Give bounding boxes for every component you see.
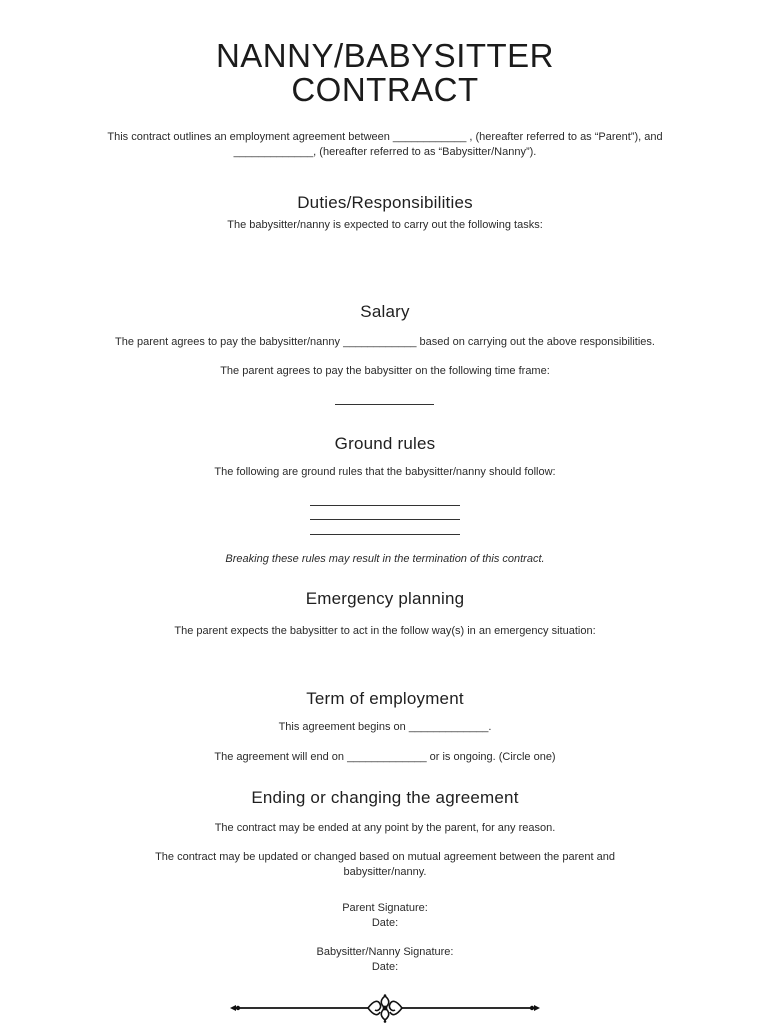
sitter-date-label: Date: xyxy=(371,961,399,973)
ending-text2-line1: The contract may be updated or changed based on mutual agreement between the parent and xyxy=(155,851,615,863)
intro-line2: _____________, (hereafter referred to as “Babysitter/Nanny”). xyxy=(233,146,537,158)
ending-text1: The contract may be ended at any point by the parent, for any reason. xyxy=(214,822,556,834)
salary-text-amount: The parent agrees to pay the babysitter/nanny ____________ based on carrying out the above responsibilities. xyxy=(115,336,655,348)
emergency-text: The parent expects the babysitter to act in the follow way(s) in an emergency situation: xyxy=(174,625,596,637)
emergency-heading: Emergency planning xyxy=(305,589,465,608)
ground-rule-blank-line xyxy=(310,505,460,506)
salary-text-timeframe: The parent agrees to pay the babysitter on the following time frame: xyxy=(220,365,550,377)
parent-signature-label: Parent Signature: xyxy=(342,902,428,914)
document-title-line1: NANNY/BABYSITTER xyxy=(215,37,555,74)
duties-heading: Duties/Responsibilities xyxy=(297,193,473,212)
term-heading: Term of employment xyxy=(306,689,464,708)
ground-rules-text: The following are ground rules that the babysitter/nanny should follow: xyxy=(214,466,556,478)
ending-text2-line2: babysitter/nanny. xyxy=(343,866,427,878)
intro-line1: This contract outlines an employment agreement between ____________ , (hereafter referred to as “Parent”), and xyxy=(107,131,663,143)
term-begin-text: This agreement begins on _____________. xyxy=(278,721,492,733)
ground-rule-blank-line xyxy=(310,519,460,520)
document-title-line2: CONTRACT xyxy=(291,71,479,108)
parent-date-label: Date: xyxy=(371,917,399,929)
salary-timeframe-blank-line xyxy=(335,404,434,405)
ground-rule-blank-line xyxy=(310,534,460,535)
sitter-signature-label: Babysitter/Nanny Signature: xyxy=(316,946,454,958)
ending-heading: Ending or changing the agreement xyxy=(251,788,519,807)
salary-heading: Salary xyxy=(360,302,410,321)
duties-text: The babysitter/nanny is expected to carry out the following tasks: xyxy=(227,219,543,231)
term-end-text: The agreement will end on _____________ or is ongoing. (Circle one) xyxy=(214,751,556,763)
ornamental-divider-icon xyxy=(228,994,542,1024)
ground-rules-warning: Breaking these rules may result in the termination of this contract. xyxy=(225,553,545,565)
ground-rules-heading: Ground rules xyxy=(334,434,436,453)
